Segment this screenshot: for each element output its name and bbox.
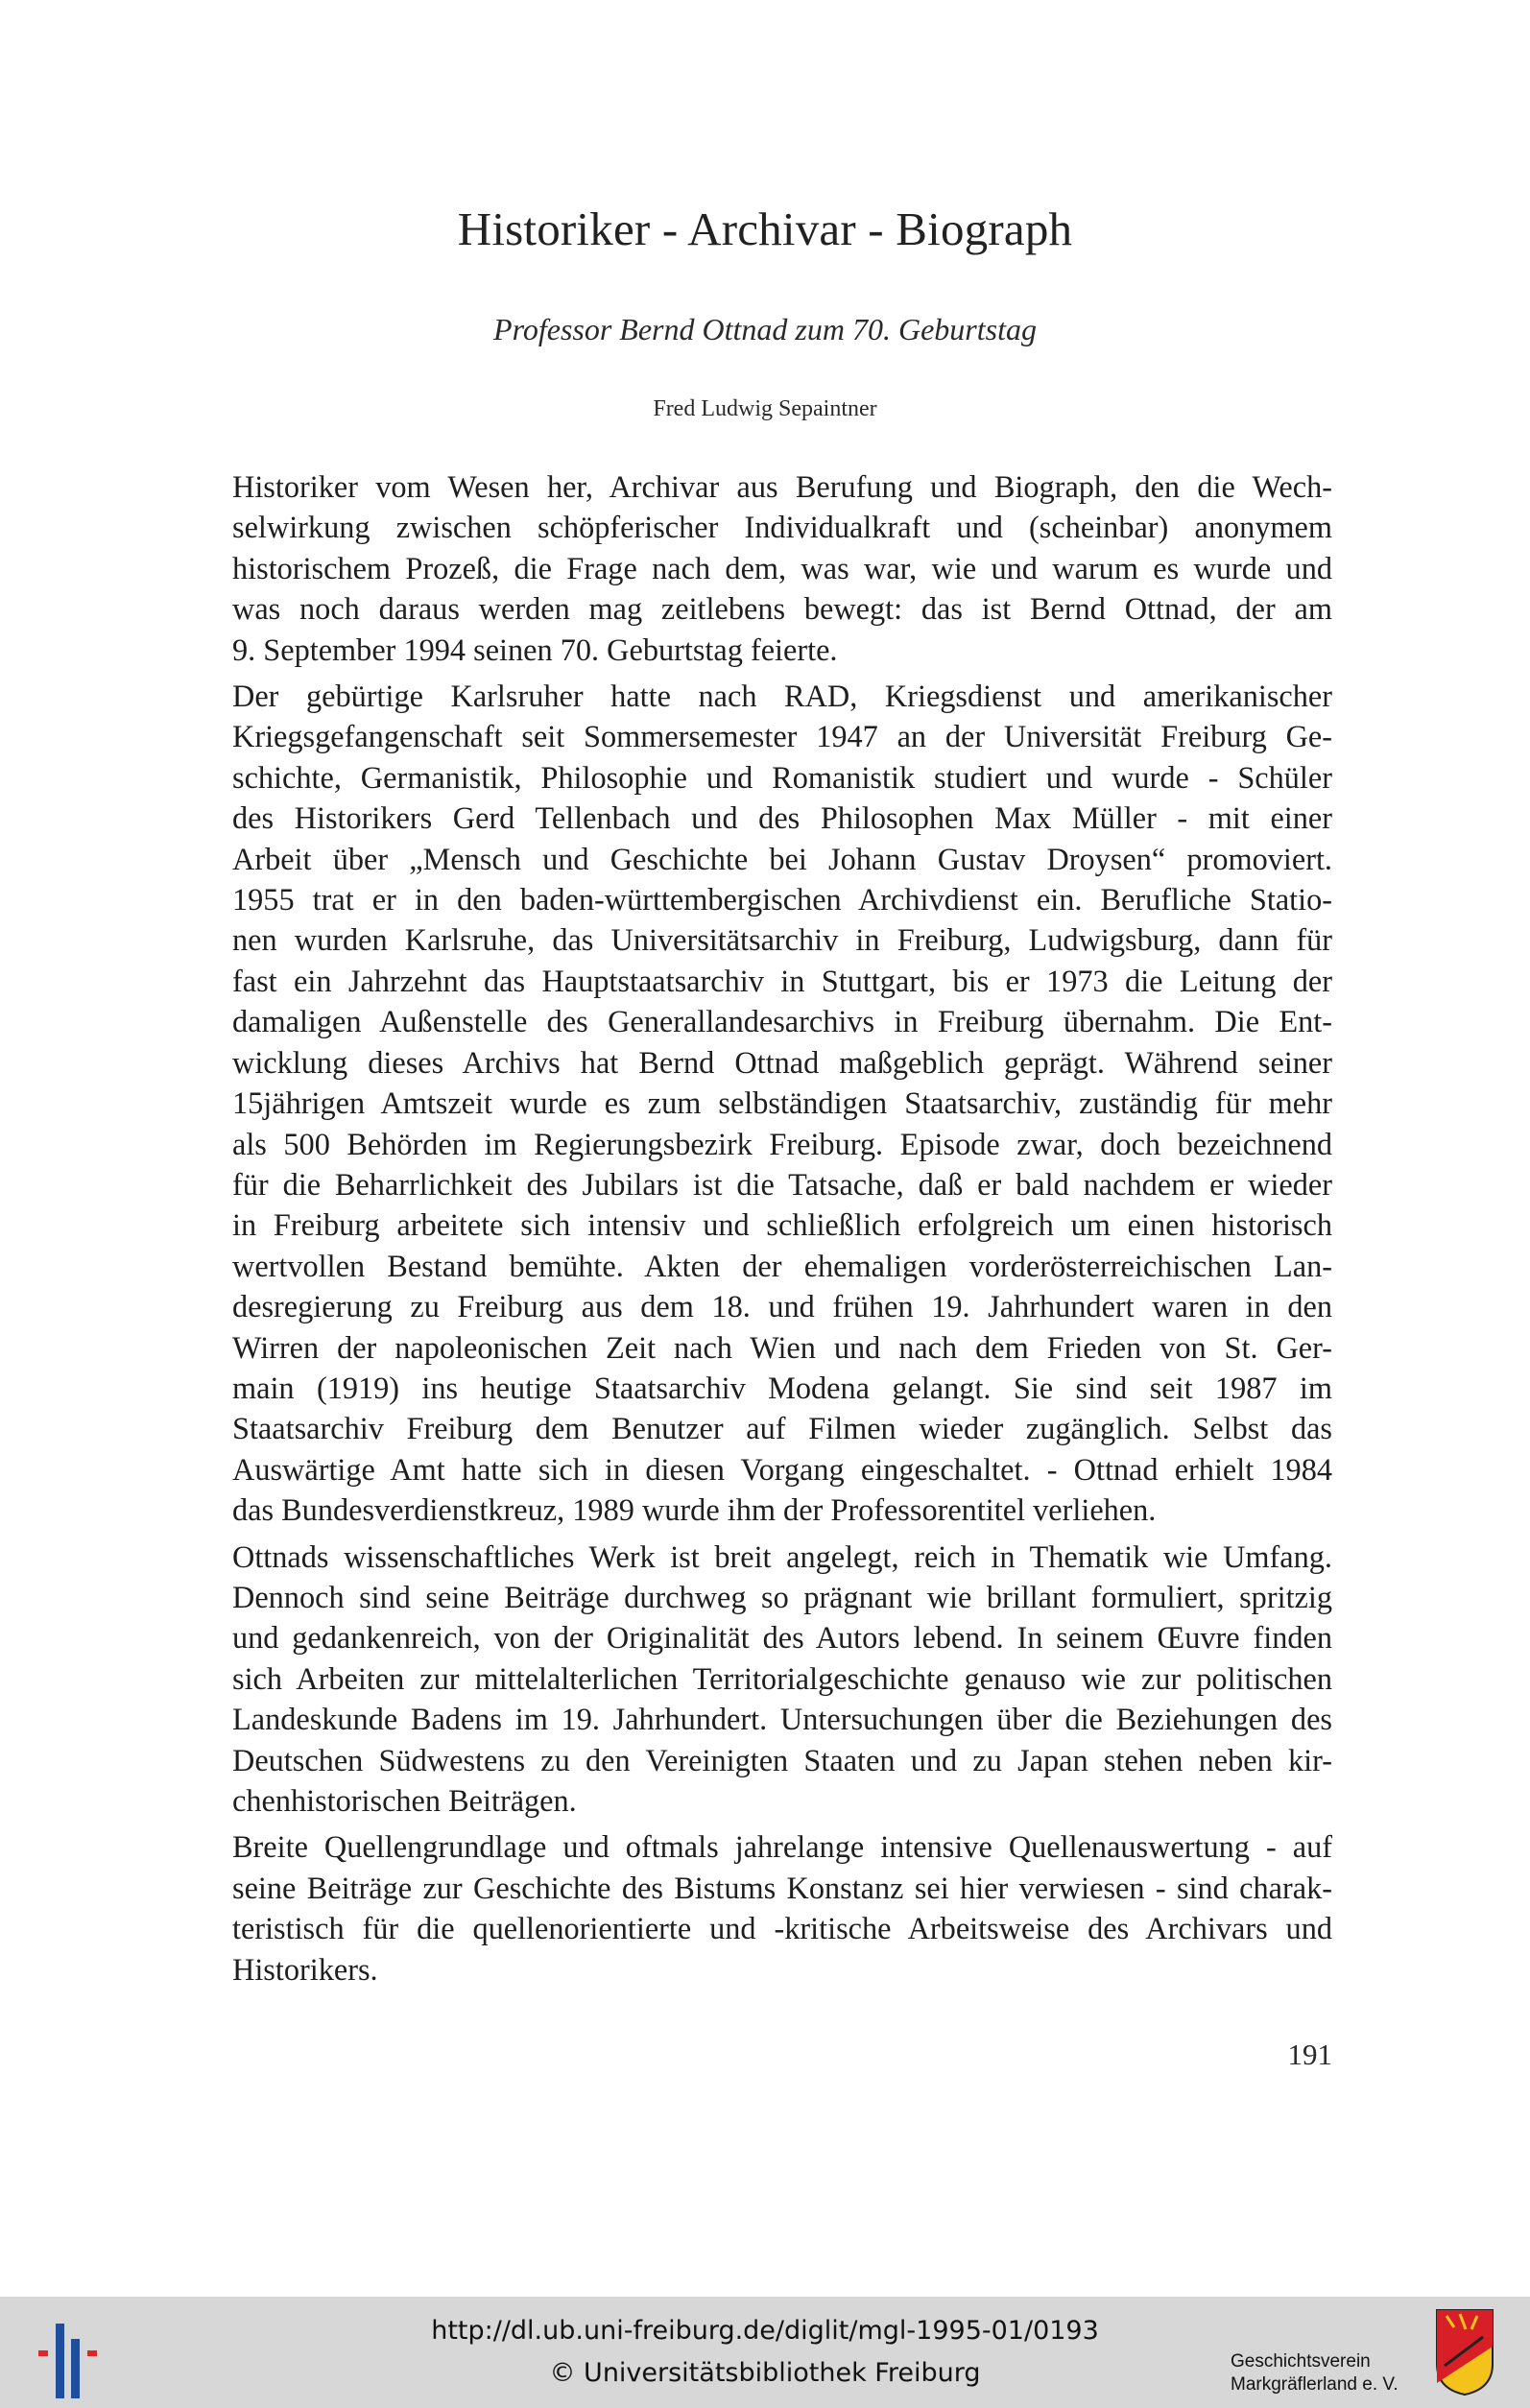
body-line: chenhistorischen Beiträgen. (232, 1783, 577, 1818)
body-line: Ottnads wissenschaftliches Werk ist breit angelegt, reich in Thematik wie Umfang. (232, 1538, 1332, 1574)
body-line: für die Beharrlichkeit des Jubilars ist die Tatsache, daß er bald nachdem er wieder (232, 1166, 1332, 1202)
viewer-footer (0, 2297, 1530, 2408)
page-number: 191 (1287, 2038, 1332, 2071)
body-line: das Bundesverdienstkreuz, 1989 wurde ihm der Professorentitel verliehen. (232, 1492, 1157, 1528)
body-paragraph (204, 676, 1332, 1531)
society-name-line2: Markgräflerland e. V. (1231, 2374, 1399, 2395)
body-line: fast ein Jahrzehnt das Hauptstaatsarchiv in Stuttgart, bis er 1973 die Leitung der (232, 963, 1332, 998)
article-subtitle: Professor Bernd Ottnad zum 70. Geburtstag (493, 312, 1037, 346)
body-line: Historikers. (232, 1951, 378, 1987)
article-title: Historiker - Archivar - Biograph (457, 203, 1073, 255)
body-line: 15jährigen Amtszeit wurde es zum selbständigen Staatsarchiv, zuständig für mehr (232, 1085, 1332, 1121)
body-line: Staatsarchiv Freiburg dem Benutzer auf Filmen wieder zugänglich. Selbst das (232, 1411, 1332, 1446)
body-line: Historiker vom Wesen her, Archivar aus Berufung und Biograph, den die Wech- (232, 469, 1332, 504)
body-line: damaligen Außenstelle des Generallandesarchivs in Freiburg übernahm. Die Ent- (232, 1004, 1332, 1039)
body-line: Auswärtige Amt hatte sich in diesen Vorgang eingeschaltet. - Ottnad erhielt 1984 (232, 1451, 1332, 1487)
society-name-line1: Geschichtsverein (1231, 2351, 1371, 2372)
article-author: Fred Ludwig Sepaintner (653, 396, 877, 421)
body-line: Landeskunde Badens im 19. Jahrhundert. Untersuchungen über die Beziehungen des (232, 1702, 1332, 1737)
body-line: Der gebürtige Karlsruher hatte nach RAD, Kriegsdienst und amerikanischer (232, 679, 1332, 714)
body-line: teristisch für die quellenorientierte und -kritische Arbeitsweise des Archivars und (232, 1911, 1332, 1946)
body-paragraph (204, 1826, 1332, 1990)
body-line: selwirkung zwischen schöpferischer Individualkraft und (scheinbar) anonymem (232, 510, 1332, 545)
coat-of-arms-icon (1435, 2308, 1494, 2396)
body-line: schichte, Germanistik, Philosophie und Romanistik studiert und wurde - Schüler (232, 759, 1332, 795)
body-line: sich Arbeiten zur mittelalterlichen Territorialgeschichte genauso wie zur politischen (232, 1660, 1332, 1696)
body-line: als 500 Behörden im Regierungsbezirk Freiburg. Episode zwar, doch bezeichnend (232, 1126, 1332, 1161)
body-line: wertvollen Bestand bemühte. Akten der ehemaligen vorderösterreichischen Lan- (232, 1248, 1332, 1283)
body-paragraph (204, 466, 1332, 670)
body-line: desregierung zu Freiburg aus dem 18. und frühen 19. Jahrhundert waren in den (232, 1289, 1332, 1324)
body-line: Breite Quellengrundlage und oftmals jahrelange intensive Quellenauswertung - auf (232, 1829, 1332, 1865)
body-line: seine Beiträge zur Geschichte des Bistums Konstanz sei hier verwiesen - sind charak- (232, 1870, 1332, 1905)
body-line: Arbeit über „Mensch und Geschichte bei Johann Gustav Droysen“ promoviert. (232, 841, 1332, 876)
body-paragraph (204, 1537, 1332, 1822)
body-line: Dennoch sind seine Beiträge durchweg so prägnant wie brillant formuliert, spritzig (232, 1579, 1332, 1614)
article-body (204, 466, 1332, 1995)
body-line: 9. September 1994 seinen 70. Geburtstag feierte. (232, 632, 838, 667)
document-url-link[interactable]: http://dl.ub.uni-freiburg.de/diglit/mgl-1995-01/0193 (431, 2316, 1099, 2346)
body-line: historischem Prozeß, die Frage nach dem, was war, wie und warum es wurde und (232, 550, 1332, 585)
body-line: main (1919) ins heutige Staatsarchiv Modena gelangt. Sie sind seit 1987 im (232, 1370, 1332, 1405)
copyright-notice: © Universitätsbibliothek Freiburg (549, 2358, 981, 2388)
body-line: nen wurden Karlsruhe, das Universitätsarchiv in Freiburg, Ludwigsburg, dann für (232, 922, 1332, 958)
body-line: Kriegsgefangenschaft seit Sommersemester 1947 an der Universität Freiburg Ge- (232, 719, 1332, 754)
body-line: Wirren der napoleonischen Zeit nach Wien und nach dem Frieden von St. Ger- (232, 1329, 1332, 1365)
body-line: was noch daraus werden mag zeitlebens bewegt: das ist Bernd Ottnad, der am (232, 591, 1332, 627)
society-name (1231, 2350, 1432, 2396)
body-line: wicklung dieses Archivs hat Bernd Ottnad maßgeblich geprägt. Während seiner (232, 1044, 1332, 1080)
body-line: in Freiburg arbeitete sich intensiv und schließlich erfolgreich um einen historisch (232, 1207, 1332, 1243)
body-line: 1955 trat er in den baden-württembergischen Archivdienst ein. Berufliche Statio- (232, 882, 1332, 918)
body-line: und gedankenreich, von der Originalität des Autors lebend. In seinem Œuvre finden (232, 1620, 1332, 1656)
body-line: des Historikers Gerd Tellenbach und des Philosophen Max Müller - mit einer (232, 800, 1332, 836)
body-line: Deutschen Südwestens zu den Vereinigten Staaten und zu Japan stehen neben kir- (232, 1742, 1332, 1777)
